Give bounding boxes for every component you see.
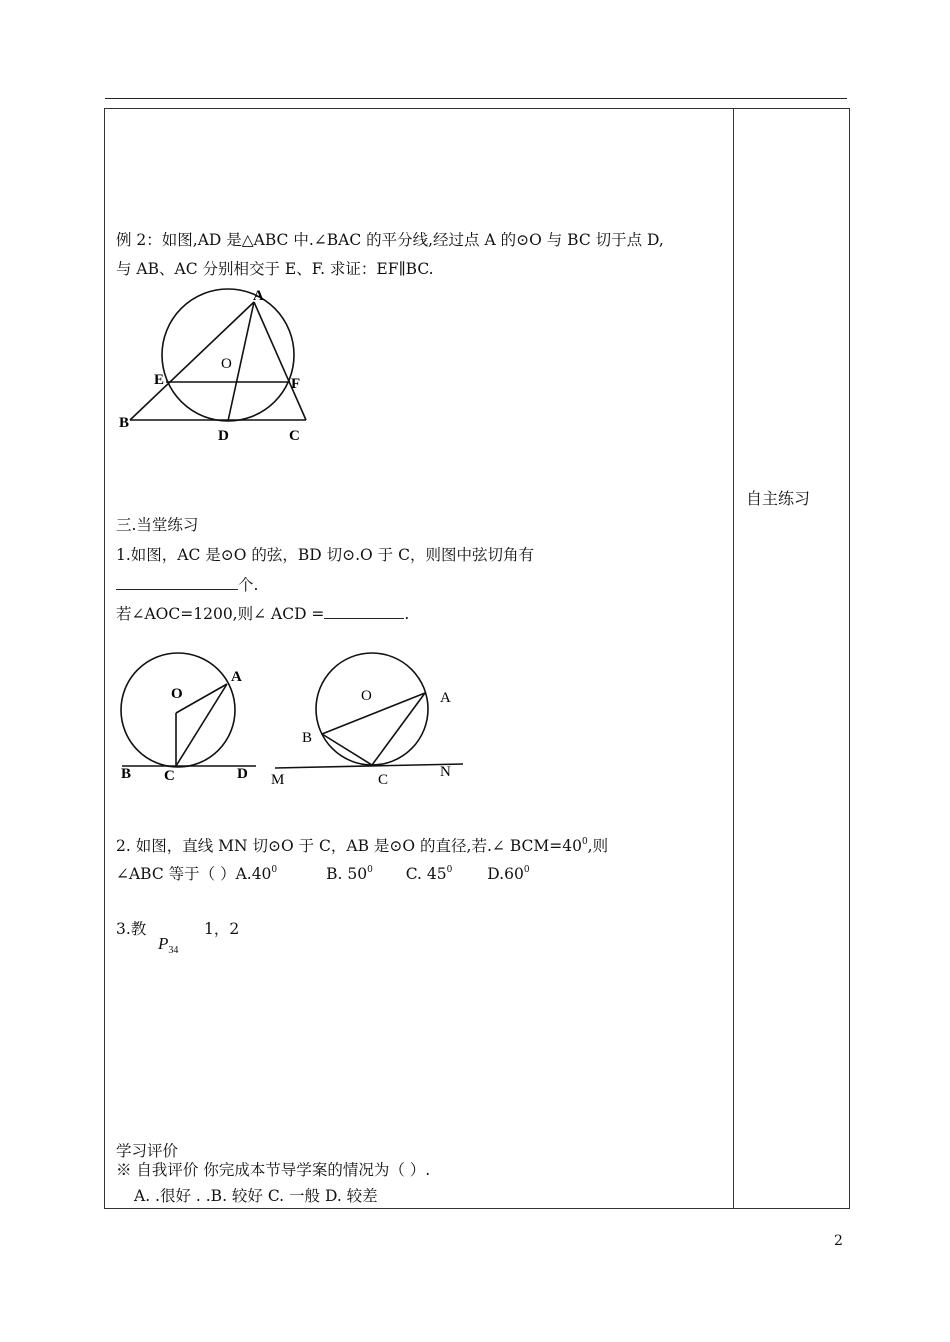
question2-line1 bbox=[116, 832, 608, 856]
fig2-label-d: D bbox=[237, 766, 248, 782]
degree-mark: 0 bbox=[523, 865, 530, 875]
fig2-label-a: A bbox=[231, 669, 242, 685]
question2-option-a: ∠ABC 等于（ ）A.40 bbox=[116, 865, 272, 883]
fig1-label-o: O bbox=[221, 356, 232, 372]
fig3-label-n: N bbox=[440, 764, 451, 780]
fig1-label-d: D bbox=[218, 428, 229, 444]
degree-mark: 0 bbox=[271, 865, 278, 875]
question1-line3 bbox=[116, 602, 409, 624]
question3-prefix: 3.教 bbox=[116, 920, 147, 938]
fig3-label-a: A bbox=[440, 690, 451, 706]
textbook-page-ref bbox=[158, 934, 178, 956]
fig3-label-m: M bbox=[271, 772, 285, 788]
fig3-label-o: O bbox=[361, 688, 372, 704]
question1-line2 bbox=[116, 573, 258, 595]
self-evaluation-prompt: ※ 自我评价 你完成本节导学案的情况为（ ）. bbox=[116, 1161, 431, 1179]
question3-items: 1，2 bbox=[204, 920, 240, 938]
page-ref-number: 34 bbox=[168, 945, 179, 956]
question1-line3-text: 若∠AOC=1200,则∠ ACD = bbox=[116, 605, 325, 623]
question1-line1: 1.如图，AC 是⊙O 的弦，BD 切⊙.O 于 C，则图中弦切角有 bbox=[116, 546, 534, 564]
question2-option-c: C. 45 bbox=[405, 865, 447, 883]
question2-option-b: B. 50 bbox=[326, 865, 368, 883]
fig1-label-f: F bbox=[291, 376, 301, 392]
fig3-label-c: C bbox=[378, 772, 389, 788]
degree-mark: 0 bbox=[581, 837, 588, 847]
fig1-label-a: A bbox=[253, 288, 264, 304]
question2-option-d: D.60 bbox=[487, 865, 524, 883]
fig1-label-e: E bbox=[154, 372, 165, 388]
example2-line1: 例 2：如图,AD 是△ABC 中.∠BAC 的平分线,经过点 A 的⊙O 与 BC 切于点 D, bbox=[116, 231, 664, 249]
degree-mark: 0 bbox=[367, 865, 373, 875]
question1-line3-end: . bbox=[404, 605, 410, 623]
question2-line1-end: ,则 bbox=[587, 837, 609, 855]
question2-line1-text: 2. 如图，直线 MN 切⊙O 于 C，AB 是⊙O 的直径,若.∠ BCM=40 bbox=[116, 837, 582, 855]
question1-unit: 个. bbox=[238, 576, 259, 594]
fig1-label-b: B bbox=[119, 415, 130, 431]
evaluation-title: 学习评价 bbox=[116, 1142, 179, 1160]
fig2-label-c: C bbox=[164, 768, 175, 784]
degree-mark: 0 bbox=[446, 865, 453, 875]
example2-line2: 与 AB、AC 分别相交于 E、F. 求证：EF∥BC. bbox=[116, 260, 434, 278]
page-ref-letter: P bbox=[158, 934, 169, 953]
page-number: 2 bbox=[834, 1233, 843, 1249]
question2-line2 bbox=[116, 860, 530, 884]
fig3-label-b: B bbox=[302, 730, 313, 746]
answer-blank-1[interactable] bbox=[116, 573, 238, 590]
side-label: 自主练习 bbox=[746, 489, 811, 508]
fig2-label-b: B bbox=[121, 766, 132, 782]
fig2-label-o: O bbox=[171, 686, 183, 702]
fig1-label-c: C bbox=[289, 428, 300, 444]
answer-blank-2[interactable] bbox=[324, 602, 404, 619]
self-evaluation-options: A. .很好 . .B. 较好 C. 一般 D. 较差 bbox=[134, 1187, 378, 1205]
section3-title: 三.当堂练习 bbox=[116, 516, 199, 534]
